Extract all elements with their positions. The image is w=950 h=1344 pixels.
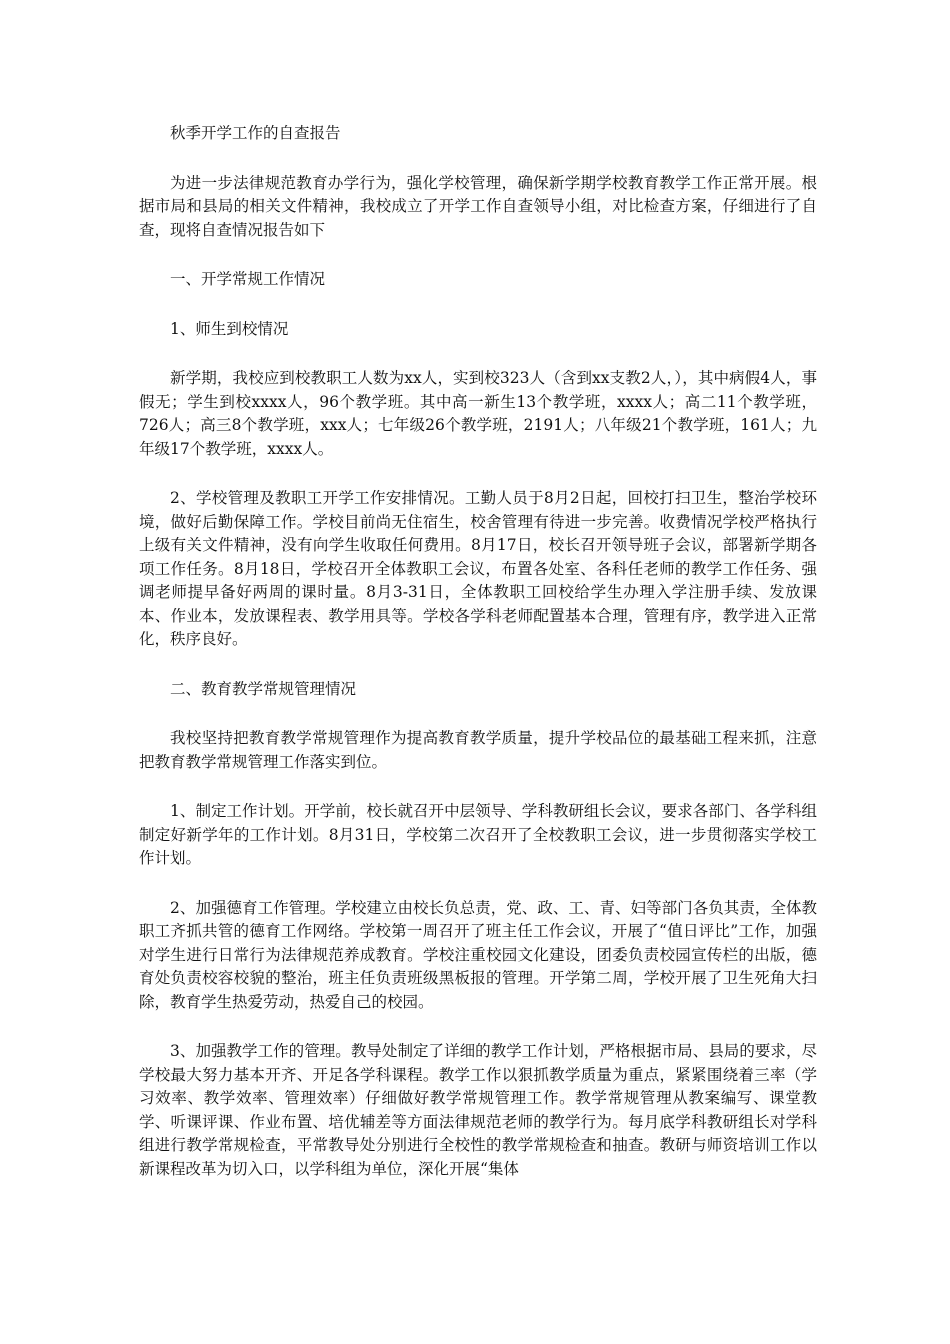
paragraph-attendance: 新学期，我校应到校教职工人数为xx人，实到校323人（含到xx支教2人，），其中病假4人，事假无；学生到校xxxx人，96个教学班。其中高一新生13个教学班，xxxx人；高二11个教学班，726人；高三8个教学班，xxx人；七年级26个教学班，2191人；八年级21个教学班，161人；九年级17个教学班，xxxx人。 xyxy=(139,369,817,458)
document-title: 秋季开学工作的自查报告 xyxy=(170,124,341,142)
section-heading-2: 二、教育教学常规管理情况 xyxy=(170,679,357,698)
paragraph-work-plan: 1、制定工作计划。开学前，校长就召开中层领导、学科教研组长会议，要求各部门、各学科组制定好新学年的工作计划。8月31日，学校第二次召开了全校教职工会议，进一步贯彻落实学校工作计划。 xyxy=(139,802,817,867)
paragraph-routine-management: 我校坚持把教育教学常规管理作为提高教育教学质量，提升学校品位的最基础工程来抓，注意把教育教学常规管理工作落实到位。 xyxy=(139,729,817,771)
paragraph-teaching-management: 3、加强教学工作的管理。教导处制定了详细的教学工作计划，严格根据市局、县局的要求，尽学校最大努力基本开齐、开足各学科课程。教学工作以狠抓教学质量为重点，紧紧围绕着三率（学习效率、教学效率、管理效率）仔细做好教学常规管理工作。教学常规管理从教案编写、课堂教学、听课评课、作业布置、培优辅差等方面法律规范老师的教学行为。每月底学科教研组长对学科组进行教学常规检查，平常教导处分别进行全校性的教学常规检查和抽查。教研与师资培训工作以新课程改革为切入口，以学科组为单位，深化开展“集体 xyxy=(139,1042,817,1178)
section-heading-1: 一、开学常规工作情况 xyxy=(170,270,326,288)
paragraph-management: 2、学校管理及教职工开学工作安排情况。工勤人员于8月2日起，回校打扫卫生，整治学校环境，做好后勤保障工作。学校目前尚无住宿生，校舍管理有待进一步完善。收费情况学校严格执行上级有关文件精神，没有向学生收取任何费用。8月17日，校长召开领导班子会议，部署新学期各项工作任务。8月18日，学校召开全体教职工会议，布置各处室、各科任老师的教学工作任务、强调老师提早备好两周的课时量。8月3-31日，全体教职工回校给学生办理入学注册手续、发放课本、作业本，发放课程表、教学用具等。学校各学科老师配置基本合理，管理有序，教学进入正常化，秩序良好。 xyxy=(139,489,817,648)
document-body xyxy=(139,122,817,1181)
paragraph-moral-education: 2、加强德育工作管理。学校建立由校长负总责，党、政、工、青、妇等部门各负其责，全体教职工齐抓共管的德育工作网络。学校第一周召开了班主任工作会议，开展了“值日评比”工作，加强对学生进行日常行为法律规范养成教育。学校注重校园文化建设，团委负责校园宣传栏的出版，德育处负责校容校貌的整治，班主任负责班级黑板报的管理。开学第二周，学校开展了卫生死角大扫除，教育学生热爱劳动，热爱自己的校园。 xyxy=(139,898,817,1011)
subsection-heading-1-1: 1、师生到校情况 xyxy=(170,319,289,338)
intro-paragraph: 为进一步法律规范教育办学行为，强化学校管理，确保新学期学校教育教学工作正常开展。根据市局和县局的相关文件精神，我校成立了开学工作自查领导小组，对比检查方案，仔细进行了自查，现将自查情况报告如下 xyxy=(139,173,817,239)
